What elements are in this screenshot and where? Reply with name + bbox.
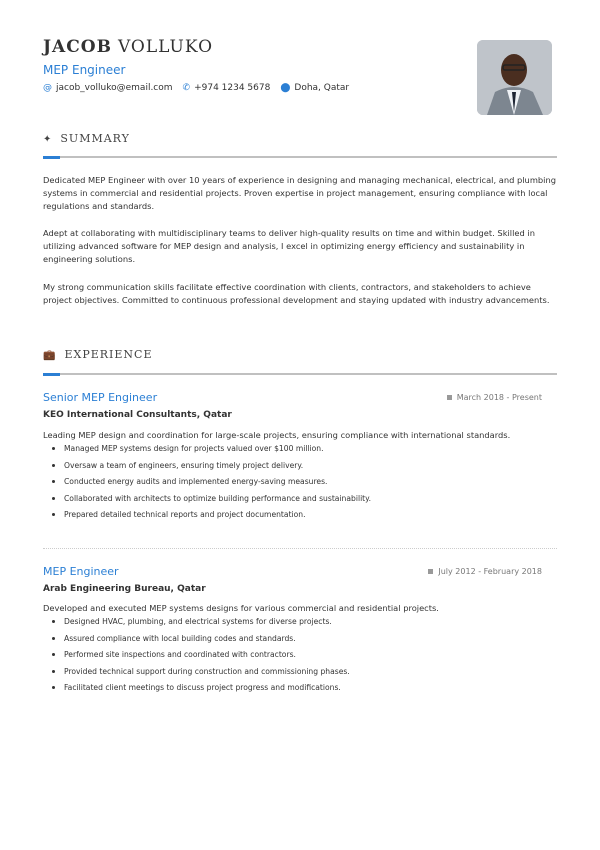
- bullet: Designed HVAC, plumbing, and electrical systems for diverse projects.: [52, 617, 350, 634]
- bullet: Performed site inspections and coordinated with contractors.: [52, 650, 350, 667]
- summary-heading: [43, 132, 557, 145]
- section-divider: [43, 373, 557, 375]
- section-divider: [43, 156, 557, 158]
- job-title: Senior MEP Engineer: [43, 391, 158, 404]
- first-name: JACOB: [43, 37, 112, 57]
- experience-heading: [43, 348, 557, 361]
- job-description: Developed and executed MEP systems designs for various commercial and residential projects.: [43, 603, 439, 613]
- job-title: MEP Engineer: [43, 63, 126, 77]
- phone: [183, 83, 271, 93]
- sparkle-icon: ✦: [43, 134, 53, 145]
- bullet: Managed MEP systems design for projects valued over $100 million.: [52, 444, 371, 461]
- calendar-icon: [428, 569, 433, 574]
- company: KEO International Consultants, Qatar: [43, 410, 232, 420]
- summary-paragraph: Adept at collaborating with multidisciplinary teams to deliver high-quality results on time and within budget. Skilled in utilizing advanced software for MEP design and analysis, I excel in optimizing energy efficiency and sustainability in engineering solutions.: [43, 228, 535, 264]
- experience-heading-text: EXPERIENCE: [64, 348, 153, 361]
- phone-text: +974 1234 5678: [194, 83, 271, 93]
- location: [280, 83, 349, 93]
- email[interactable]: [43, 83, 173, 93]
- bullet: Prepared detailed technical reports and project documentation.: [52, 510, 371, 527]
- job-dates: [447, 393, 542, 402]
- dates-text: July 2012 - February 2018: [438, 567, 542, 576]
- location-text: Doha, Qatar: [294, 83, 350, 93]
- job-dates: [428, 567, 542, 576]
- email-text: jacob_volluko@email.com: [56, 83, 173, 93]
- bullet: Conducted energy audits and implemented energy-saving measures.: [52, 477, 371, 494]
- profile-photo: [477, 40, 552, 115]
- bullet: Assured compliance with local building codes and standards.: [52, 634, 350, 651]
- last-name: VOLLUKO: [117, 37, 214, 57]
- phone-icon: ✆: [182, 83, 191, 93]
- briefcase-icon: 💼: [43, 350, 57, 361]
- at-icon: @: [43, 83, 52, 93]
- job-divider: [43, 548, 557, 549]
- bullet: Oversaw a team of engineers, ensuring timely project delivery.: [52, 461, 371, 478]
- bullet: Facilitated client meetings to discuss project progress and modifications.: [52, 683, 350, 700]
- dates-text: March 2018 - Present: [456, 393, 542, 402]
- job-title: MEP Engineer: [43, 565, 119, 578]
- job-bullets: [52, 617, 350, 700]
- location-pin-icon: ⬤: [280, 83, 291, 93]
- bullet: Provided technical support during construction and commissioning phases.: [52, 667, 350, 684]
- job-description: Leading MEP design and coordination for large-scale projects, ensuring compliance with international standards.: [43, 430, 511, 440]
- candidate-name: [43, 37, 213, 57]
- summary-paragraph: My strong communication skills facilitate effective coordination with clients, contractors, and stakeholders to achieve project objectives. Committed to continuous professional development and staying updated with industry advancements.: [43, 282, 550, 305]
- calendar-icon: [447, 395, 452, 400]
- summary-heading-text: SUMMARY: [60, 132, 130, 145]
- bullet: Collaborated with architects to optimize building performance and sustainability.: [52, 494, 371, 511]
- summary-paragraph: Dedicated MEP Engineer with over 10 years of experience in designing and managing mechanical, electrical, and plumbing systems in commercial and residential projects. Proven expertise in project management, ensuring compliance with local regulations and standards.: [43, 175, 556, 211]
- company: Arab Engineering Bureau, Qatar: [43, 584, 206, 594]
- job-bullets: [52, 444, 371, 527]
- contact-info: [43, 83, 349, 93]
